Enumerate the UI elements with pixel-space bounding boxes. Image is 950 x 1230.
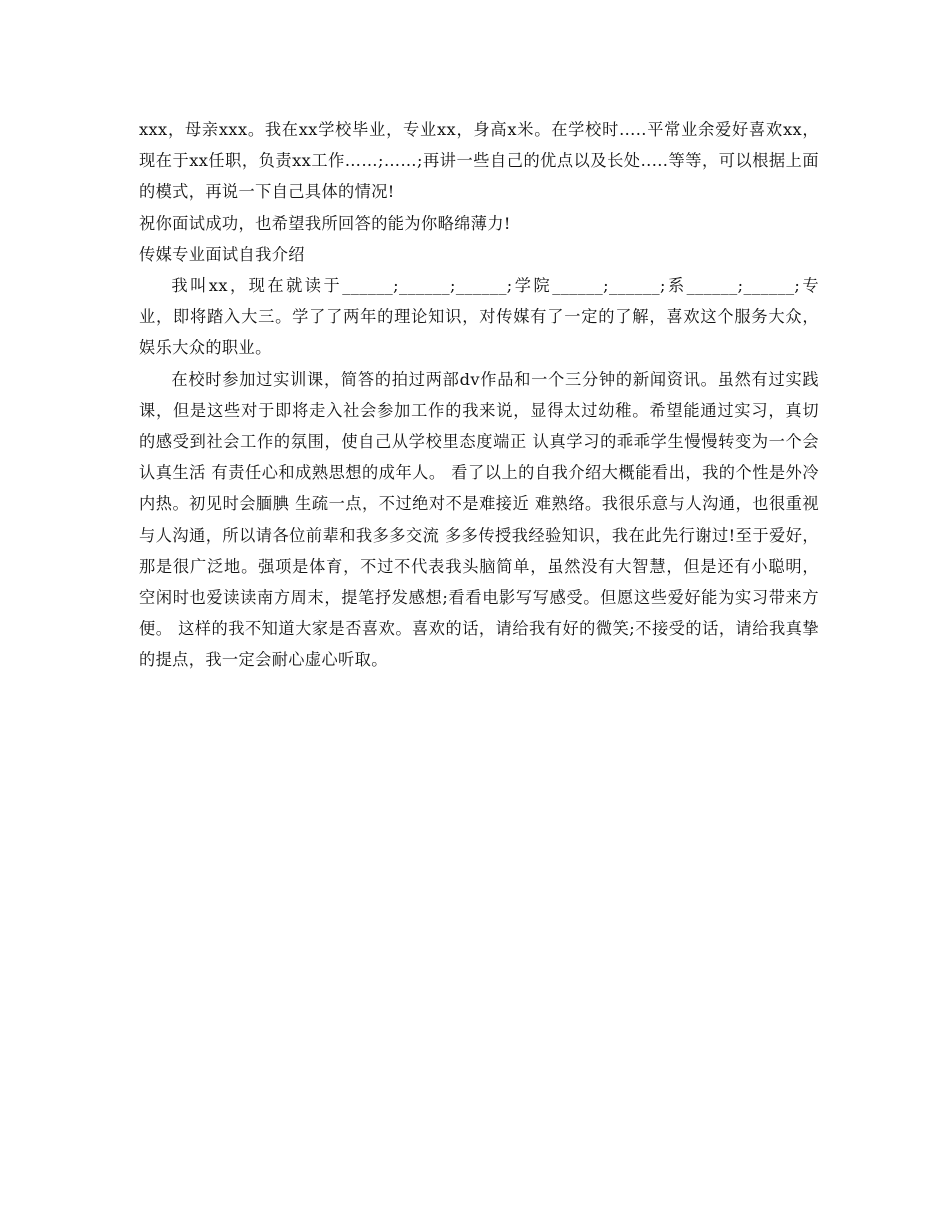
- paragraph-introduction: 我叫xx，现在就读于______;______;______;学院______;______;系______;______;专业，即将踏入大三。学了了两年的理论知识，对传媒有了一定的了解，喜欢这个服务大众，娱乐大众的职业。: [139, 276, 819, 358]
- paragraph-family-background: xxx，母亲xxx。我在xx学校毕业，专业xx，身高x米。在学校时.....平常业余爱好喜欢xx，现在于xx任职，负责xx工作……;……;再讲一些自己的优点以及长处.....等等，可以根据上面的模式，再说一下自己具体的情况!: [139, 120, 819, 202]
- paragraph-closing-wish: 祝你面试成功，也希望我所回答的能为你略绵薄力!: [139, 213, 511, 233]
- section-heading: 传媒专业面试自我介绍: [139, 244, 305, 264]
- paragraph-experience-personality: 在校时参加过实训课，简答的拍过两部dv作品和一个三分钟的新闻资讯。虽然有过实践课，但是这些对于即将走入社会参加工作的我来说，显得太过幼稚。希望能通过实习，真切的感受到社会工作的氛围，使自己从学校里态度端正 认真学习的乖乖学生慢慢转变为一个会认真生活 有责任心和成熟思想的成年人。 看了以上的自我介绍大概能看出，我的个性是外冷内热。初见时会腼腆 生疏一点，不过绝对不是难接近 难熟络。我很乐意与人沟通，也很重视与人沟通，所以请各位前辈和我多多交流 多多传授我经验知识，我在此先行谢过!至于爱好，那是很广泛地。强项是体育，不过不代表我头脑简单，虽然没有大智慧，但是还有小聪明，空闲时也爱读读南方周末，提笔抒发感想;看看电影写写感受。但愿这些爱好能为实习带来方便。 这样的我不知道大家是否喜欢。喜欢的话，请给我有好的微笑;不接受的话，请给我真挚的提点，我一定会耐心虚心听取。: [139, 369, 819, 670]
- document-body: [139, 114, 819, 676]
